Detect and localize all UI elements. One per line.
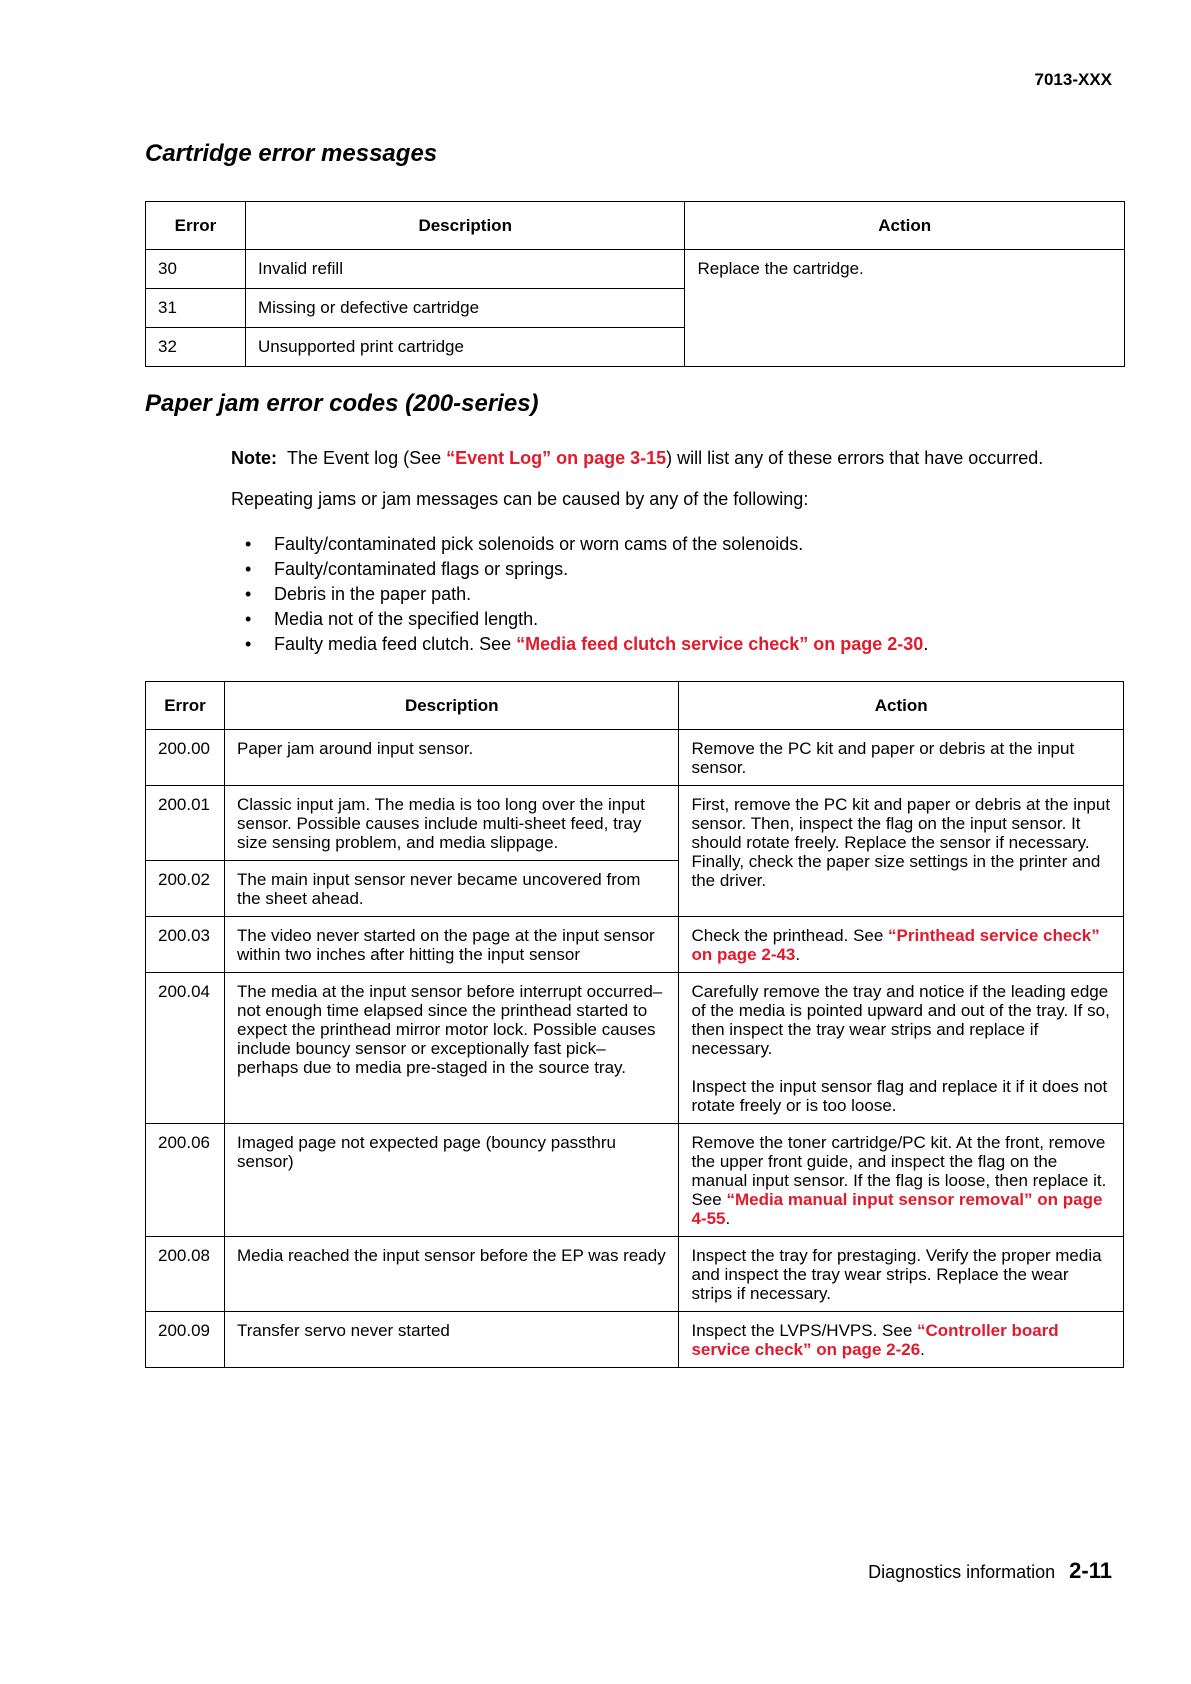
error-action: Inspect the tray for prestaging. Verify the proper media and inspect the tray wear strips. Replace the wear strips if necessary. — [679, 1237, 1124, 1312]
error-code: 31 — [146, 289, 246, 328]
media-feed-clutch-link[interactable]: “Media feed clutch service check” on page 2-30 — [516, 634, 924, 654]
page-footer — [868, 1558, 1112, 1584]
table-header-row — [146, 682, 1124, 730]
error-action — [679, 1312, 1124, 1368]
page-number: 2-11 — [1069, 1558, 1112, 1583]
action-text: Remove the toner cartridge/PC kit. At the front, remove the upper front guide, and inspect the flag on the manual input sensor. If the flag is loose, then replace it. See — [691, 1133, 1107, 1209]
paper-jam-error-table — [145, 681, 1124, 1368]
table-header-row — [146, 202, 1125, 250]
cartridge-section-title: Cartridge error messages — [145, 140, 438, 167]
printhead-service-check-link[interactable]: “Printhead service check” on page 2-43 — [691, 926, 1100, 964]
error-code: 200.02 — [146, 861, 225, 917]
error-description: Invalid refill — [245, 250, 685, 289]
jam-section-title: Paper jam error codes (200-series) — [145, 390, 539, 417]
error-code: 32 — [146, 328, 246, 367]
table-row — [146, 786, 1124, 861]
error-description: Transfer servo never started — [224, 1312, 678, 1368]
error-action — [679, 973, 1124, 1124]
error-code: 200.09 — [146, 1312, 225, 1368]
error-description: Missing or defective cartridge — [245, 289, 685, 328]
column-header-error: Error — [146, 202, 246, 250]
error-code: 200.01 — [146, 786, 225, 861]
bullet-icon: • — [245, 634, 252, 654]
table-row — [146, 1124, 1124, 1237]
error-action: Remove the PC kit and paper or debris at the input sensor. — [679, 730, 1124, 786]
list-item-text: . — [923, 634, 929, 654]
table-row — [146, 250, 1125, 289]
action-text: Inspect the LVPS/HVPS. See — [691, 1321, 918, 1340]
column-header-error: Error — [146, 682, 225, 730]
error-description: Media reached the input sensor before the EP was ready — [224, 1237, 678, 1312]
event-log-link[interactable]: “Event Log” on page 3-15 — [446, 448, 667, 468]
list-item-text: Debris in the paper path. — [274, 584, 472, 604]
table-row — [146, 1312, 1124, 1368]
error-action: First, remove the PC kit and paper or debris at the input sensor. Then, inspect the flag on the input sensor. It should rotate freely. Replace the sensor if necessary. Finally, check the paper size settings in the printer and the driver. — [679, 786, 1124, 917]
action-text: . — [920, 1340, 925, 1359]
cartridge-error-table — [145, 201, 1125, 367]
error-code: 200.08 — [146, 1237, 225, 1312]
column-header-action: Action — [679, 682, 1124, 730]
error-code: 200.06 — [146, 1124, 225, 1237]
action-text: . — [725, 1209, 731, 1228]
bullet-icon: • — [245, 559, 252, 579]
error-code: 200.03 — [146, 917, 225, 973]
list-item — [231, 532, 928, 557]
list-item-text: Faulty/contaminated pick solenoids or worn cams of the solenoids. — [274, 534, 804, 554]
column-header-description: Description — [224, 682, 678, 730]
intro-paragraph: Repeating jams or jam messages can be caused by any of the following: — [231, 489, 809, 509]
note-text: ) will list any of these errors that have occurred. — [666, 448, 1044, 468]
list-item-text: Faulty media feed clutch. See — [274, 634, 517, 654]
list-item — [231, 607, 928, 632]
error-action — [679, 917, 1124, 973]
column-header-action: Action — [685, 202, 1125, 250]
error-action — [679, 1124, 1124, 1237]
document-model-header: 7013-XXX — [1034, 70, 1112, 89]
action-text: Inspect the input sensor flag and replace it if it does not rotate freely or is too loose. — [691, 1077, 1108, 1115]
note-label: Note: — [231, 448, 277, 468]
list-item-text: Faulty/contaminated flags or springs. — [274, 559, 569, 579]
error-code: 200.00 — [146, 730, 225, 786]
controller-board-service-check-link[interactable]: “Controller board service check” on page 2-26 — [691, 1321, 1059, 1359]
footer-section-name: Diagnostics information — [868, 1562, 1056, 1582]
note-text: The Event log (See — [287, 448, 447, 468]
error-description: Imaged page not expected page (bouncy passthru sensor) — [224, 1124, 678, 1237]
media-manual-input-sensor-removal-link[interactable]: “Media manual input sensor removal” on page 4-55 — [691, 1190, 1103, 1228]
note-paragraph — [231, 448, 1043, 469]
causes-list — [231, 532, 928, 657]
bullet-icon: • — [245, 609, 252, 629]
list-item — [231, 632, 928, 657]
table-row — [146, 973, 1124, 1124]
table-row — [146, 730, 1124, 786]
error-description: Paper jam around input sensor. — [224, 730, 678, 786]
error-description: The main input sensor never became uncovered from the sheet ahead. — [224, 861, 678, 917]
list-item — [231, 557, 928, 582]
error-description: The video never started on the page at the input sensor within two inches after hitting the input sensor — [224, 917, 678, 973]
error-description: Unsupported print cartridge — [245, 328, 685, 367]
error-description: Classic input jam. The media is too long over the input sensor. Possible causes include multi-sheet feed, tray size sensing problem, and media slippage. — [224, 786, 678, 861]
action-text: Check the printhead. See — [691, 926, 889, 945]
table-row — [146, 917, 1124, 973]
error-description: The media at the input sensor before interrupt occurred–not enough time elapsed since the printhead started to expect the printhead mirror motor lock. Possible causes include bouncy sensor or exceptionally fast pick– perhaps due to media pre-staged in the source tray. — [224, 973, 678, 1124]
list-item — [231, 582, 928, 607]
error-code: 200.04 — [146, 973, 225, 1124]
error-code: 30 — [146, 250, 246, 289]
action-text: Carefully remove the tray and notice if the leading edge of the media is pointed upward and out of the tray. If so, then inspect the tray wear strips and replace if necessary. — [691, 982, 1110, 1058]
list-item-text: Media not of the specified length. — [274, 609, 539, 629]
error-action: Replace the cartridge. — [685, 250, 1125, 367]
table-row — [146, 1237, 1124, 1312]
column-header-description: Description — [245, 202, 685, 250]
action-text: . — [795, 945, 801, 964]
bullet-icon: • — [245, 584, 252, 604]
bullet-icon: • — [245, 534, 252, 554]
